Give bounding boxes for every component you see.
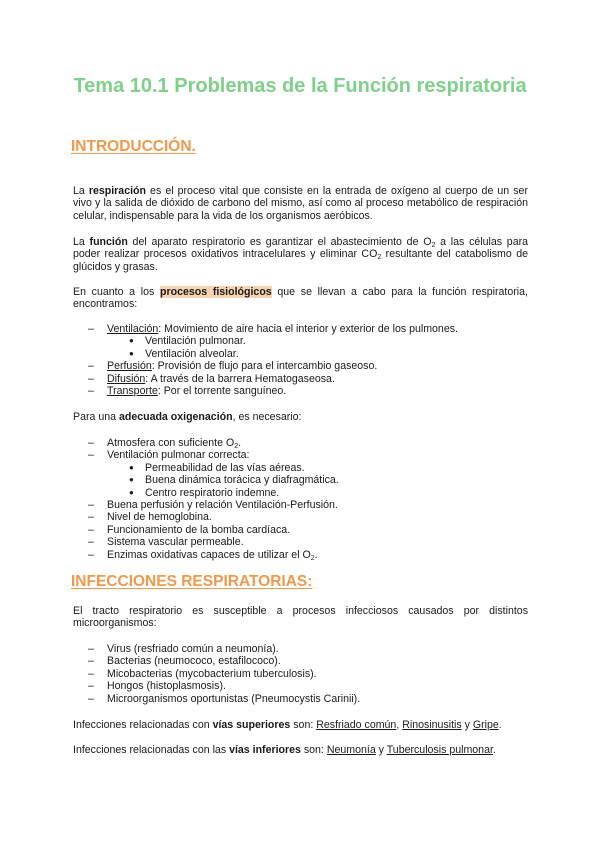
term-respiration: respiración <box>88 185 146 197</box>
requirements-list <box>88 437 339 561</box>
list-item: – Difusión: A través de la barrera Hematogaseosa. <box>88 373 458 385</box>
list-item: – Micobacterias (mycobacterium tuberculosis). <box>88 668 360 680</box>
page-title: Tema 10.1 Problemas de la Función respiratoria <box>73 75 527 97</box>
section-heading-infections: INFECCIONES RESPIRATORIAS: <box>71 573 313 590</box>
list-item: – Microorganismos oportunistas (Pneumocystis Carinii). <box>88 693 360 705</box>
list-item: ● Buena dinámica torácica y diafragmática. <box>107 474 339 486</box>
list-item: – Ventilación: Movimiento de aire hacia el interior y exterior de los pulmones. ● Ventilación pulmonar. ● Ventilación alveolar. <box>88 323 458 360</box>
paragraph-oxygenation: Para una adecuada oxigenación, es necesario: <box>73 411 302 423</box>
processes-list <box>88 323 458 397</box>
list-item: ● Ventilación alveolar. <box>107 348 458 360</box>
term-oxygenation: adecuada oxigenación <box>118 411 233 423</box>
paragraph-lower-airway-infections: Infecciones relacionadas con las vías inferiores son: Neumonía y Tuberculosis pulmonar. <box>73 744 496 756</box>
list-item: ● Centro respiratorio indemne. <box>107 487 339 499</box>
paragraph-respiration: La respiración es el proceso vital que consiste en la entrada de oxígeno al cuerpo de un ser vivo y la salida de dióxido de carbono del mismo, así como al proceso metabólico de respiración celular, indispensable para la vida de los organismos aeróbicos. <box>73 185 528 222</box>
list-item: – Virus (resfriado común a neumonía). <box>88 643 360 655</box>
list-item: – Buena perfusión y relación Ventilación-Perfusión. <box>88 499 339 511</box>
list-item: – Atmosfera con suficiente $O_2$. <box>88 437 339 449</box>
list-item: – Bacterias (neumococo, estafilococo). <box>88 655 360 667</box>
list-item: – Ventilación pulmonar correcta: ● Permeabilidad de las vías aéreas. ● Buena dinámica torácica y diafragmática. ● Centro respiratorio indemne. <box>88 449 339 499</box>
section-heading-introduction: INTRODUCCIÓN. <box>71 138 196 155</box>
paragraph-upper-airway-infections: Infecciones relacionadas con vías superiores son: Resfriado común, Rinosinusitis y Gripe. <box>73 719 502 731</box>
list-item: – Sistema vascular permeable. <box>88 536 339 548</box>
list-item: ● Permeabilidad de las vías aéreas. <box>107 462 339 474</box>
agents-list <box>88 643 360 705</box>
list-item: – Nivel de hemoglobina. <box>88 511 339 523</box>
paragraph-function: La función del aparato respiratorio es garantizar el abastecimiento de $O_2$ a las células para poder realizar procesos oxidativos intracelulares y eliminar $CO_2$ resultante del catabolismo de glúcidos y grasas. <box>73 236 529 273</box>
list-item: – Perfusión: Provisión de flujo para el intercambio gaseoso. <box>88 360 458 372</box>
list-item: – Hongos (histoplasmosis). <box>88 680 360 692</box>
term-function: función <box>89 236 128 248</box>
list-item: – Funcionamiento de la bomba cardíaca. <box>88 524 339 536</box>
list-item: ● Ventilación pulmonar. <box>107 335 458 347</box>
ventilation-requirements-sublist <box>107 462 339 499</box>
list-item: – Enzimas oxidativas capaces de utilizar el $O_2$. <box>88 549 339 561</box>
paragraph-infections-intro: El tracto respiratorio es susceptible a procesos infecciosos causados por distintos microorganismos: <box>73 605 528 630</box>
highlight-physiological-processes: procesos fisiológicos <box>160 286 272 298</box>
list-item: – Transporte: Por el torrente sanguíneo. <box>88 385 458 397</box>
ventilation-sublist <box>107 335 458 360</box>
paragraph-physiological-processes: En cuanto a los procesos fisiológicos que se llevan a cabo para la función respiratoria, encontramos: <box>73 286 528 311</box>
